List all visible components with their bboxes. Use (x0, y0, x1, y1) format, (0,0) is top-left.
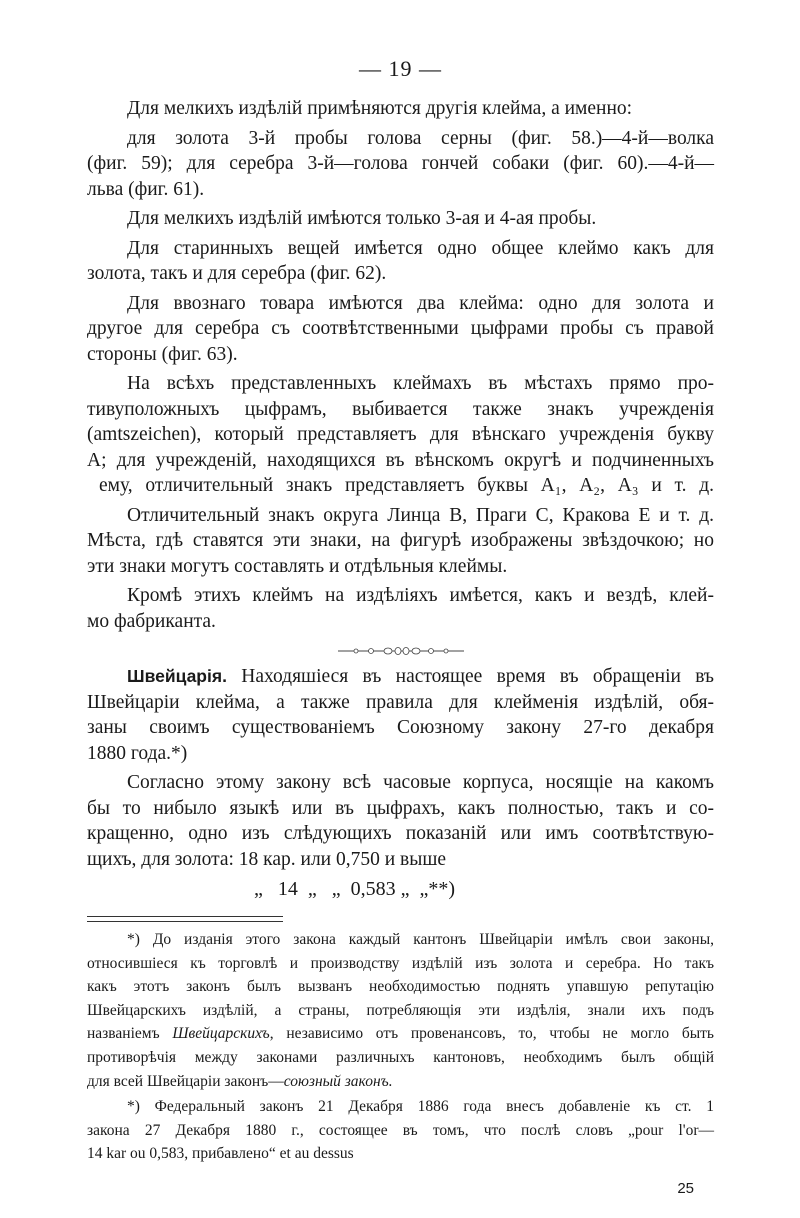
text-line: противорѣчія между законами различныхъ кантоновъ, необходимъ былъ общій (87, 1048, 714, 1066)
paragraph-antiques (87, 236, 714, 287)
text-line: 1880 года.*) (87, 742, 188, 764)
text-line: Отличительный знакъ округа Линца В, Праги С, Кракова Е и т. д. (127, 504, 714, 526)
text-line: заны своимъ существованіемъ Союзному закону 27-го декабря (87, 717, 714, 738)
ornament-divider-row (87, 638, 714, 664)
text-line: льва (фиг. 61). (87, 178, 205, 200)
text-line: относившіеся къ торговлѣ и производству издѣлій изъ золота и серебра. Но такъ (87, 954, 714, 972)
text-line: А; для учрежденій, находящихся въ вѣнскомъ округѣ и подчиненныхъ (87, 449, 714, 471)
text-line: (фиг. 59); для серебра 3-й—голова гончей собаки (фиг. 60).—4-й— (87, 153, 714, 174)
text-line: какъ этотъ законъ былъ вызванъ необходимостью поднять упавшую репутацію (87, 978, 714, 996)
paragraph-switzerland (87, 664, 714, 766)
paragraph-small-items (87, 96, 714, 122)
italic-term: союзный законъ. (283, 1072, 393, 1090)
paragraph-imports (87, 291, 714, 368)
text-line: Для мелкихъ издѣлій имѣются только 3-ая и 4-ая пробы. (127, 208, 597, 229)
main-text (87, 96, 714, 902)
paragraph-assays (87, 206, 714, 232)
text-line: На всѣхъ представленныхъ клеймахъ въ мѣстахъ прямо про- (127, 373, 714, 394)
text-line: эти знаки могутъ составлять и отдѣльныя клеймы. (87, 555, 508, 577)
page-number: — 19 — (359, 56, 442, 81)
footnote-rule (87, 916, 283, 922)
text-fragment: Находяшіеся въ настоящее время въ обращеніи въ (241, 666, 715, 687)
ornament-divider (336, 645, 466, 657)
text-line: щихъ, для золота: 18 кар. или 0,750 и выше (87, 848, 447, 870)
text-line: Согласно этому закону всѣ часовые корпуса, носящіе на какомъ (127, 772, 714, 793)
text-line: для золота 3-й пробы голова серны (фиг. 58.)—4-й—волка (127, 127, 714, 149)
text-line: Кромѣ этихъ клеймъ на издѣліяхъ имѣется, какъ и вездѣ, клей- (127, 585, 714, 606)
text-fragment: названіемъ (87, 1025, 173, 1043)
text-line (87, 1022, 714, 1046)
footnotes (87, 928, 714, 1166)
text-line: мо фабриканта. (87, 610, 216, 632)
text-line: Швейцаріи клейма, а также правила для клейменія издѣлій, обя- (87, 691, 714, 713)
italic-term: Швейцарскихъ (172, 1025, 270, 1043)
section-heading-switzerland: Швейцарія. (127, 666, 227, 686)
text-line: 14 kar ou 0,583, прибавлено“ et au dessus (87, 1145, 354, 1163)
text-fragment: для всей Швейцаріи законъ— (87, 1072, 284, 1090)
paragraph-district-marks (87, 503, 714, 580)
paragraph-office-marks (87, 371, 714, 499)
text-line (87, 664, 714, 690)
text-fragment: , независимо отъ провенансовъ, то, чтобы не могло быть (269, 1025, 714, 1043)
text-line: другое для серебра съ соотвѣтственными цыфрами пробы съ правой (87, 318, 714, 339)
footnote-1 (87, 928, 714, 1093)
text-line: Для мелкихъ издѣлій примѣняются другія клейма, а именно: (127, 98, 633, 119)
text-line: Для ввознаго товара имѣются два клейма: одно для золота и (127, 292, 714, 314)
text-line: золота, такъ и для серебра (фиг. 62). (87, 263, 387, 284)
paragraph-law (87, 770, 714, 872)
scan-page-number: 25 (677, 1179, 694, 1197)
paragraph-maker-mark (87, 583, 714, 634)
text-line: стороны (фиг. 63). (87, 343, 238, 365)
text-line: закона 27 Декабря 1880 г., состоящее въ томъ, что послѣ словъ „pour l'or— (87, 1121, 714, 1139)
text-line: тивуположныхъ цыфрамъ, выбивается также знакъ учрежденія (87, 398, 714, 420)
text-line: кращенно, одно изъ слѣдующихъ показаній или имъ соотвѣтствую- (87, 823, 714, 844)
text-line: (amtszeichen), который представляетъ для вѣнскаго учрежденія букву (87, 424, 714, 445)
paragraph-gold-silver-marks (87, 126, 714, 203)
text-line: *) До изданія этого закона каждый кантонъ Швейцаріи имѣлъ свои законы, (127, 931, 714, 948)
text-line (87, 1070, 714, 1094)
text-line: Мѣста, гдѣ ставятся эти знаки, на фигурѣ изображены звѣздочкою; но (87, 530, 714, 551)
footnote-2 (87, 1095, 714, 1166)
text-line: бы то нибыло языкѣ или въ цыфрахъ, какъ полностью, такъ и со- (87, 797, 714, 819)
text-line: *) Федеральный законъ 21 Декабря 1886 года внесъ добавленіе къ ст. 1 (127, 1098, 714, 1116)
assay-formula-line: „ 14 „ „ 0,583 „ „**) (254, 878, 456, 900)
text-line: ему, отличительный знакъ представляетъ буквы А₁, А₂, А₃ и т. д. (99, 475, 714, 496)
text-line: Швейцарскихъ издѣлій, а страны, потребляющія эти издѣлія, знали ихъ подъ (87, 1001, 714, 1019)
text-line: Для старинныхъ вещей имѣется одно общее клеймо какъ для (127, 237, 714, 259)
